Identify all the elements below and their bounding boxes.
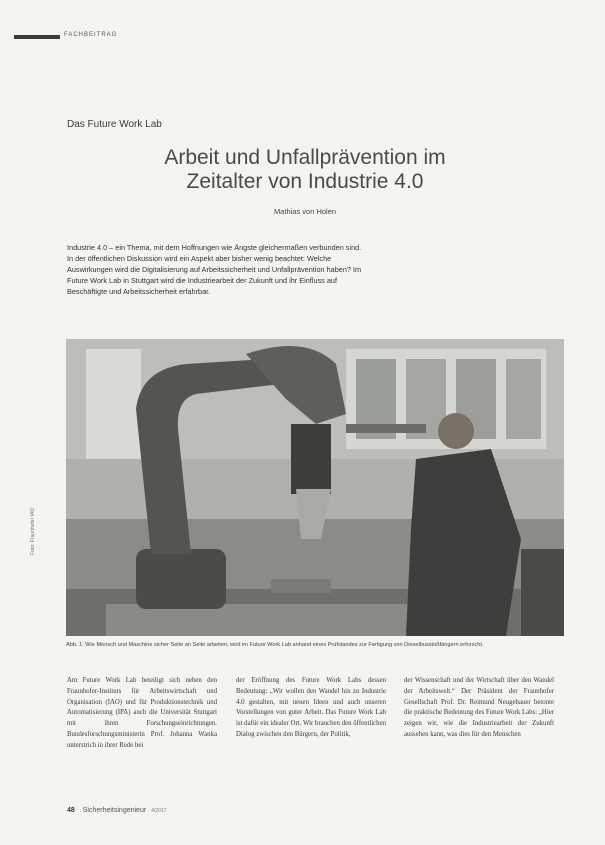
body-column-3: der Wissenschaft und der Wirtschaft über den Wandel der Arbeitswelt.“ Der Präsident der Fraunhofer Gesellschaft Prof. Dr. Reimund Neugebauer betonte die praktische Bedeutung des Future Work Labs: „Hier zeigen wir, wie die Industriearbeit der Zukunft aussehen kann, was dies für den Menschen [404, 677, 554, 738]
photo-credit: Foto: Fraunhofer IAO [30, 507, 36, 555]
section-label: FACHBEITRAG [64, 32, 118, 38]
title-line-1: Arbeit und Unfallprävention im [164, 146, 446, 169]
section-marker-bar [14, 35, 60, 39]
body-column-2: der Eröffnung des Future Work Labs dessen Bedeutung: „Wir wollen den Wandel hin zu Industrie 4.0 gestalten, mit neuen Ideen und auch unseren Vorstellungen von guter Arbeit. Das Future Work Lab ist dafür ein idealer Ort. Wir brauchen den öffentlichen Dialog zwischen den Bürgern, der Politik, [236, 677, 386, 738]
title-line-2: Zeitalter von Industrie 4.0 [186, 170, 424, 193]
issue-number: 4/2017 [151, 808, 167, 814]
magazine-name: Sicherheitsingenieur [82, 807, 147, 814]
robot-lab-photo [66, 339, 564, 636]
article-title [60, 146, 550, 194]
figure-caption: Abb. 1: Wie Mensch und Maschine sicher Seite an Seite arbeiten, wird im Future Work Lab anhand eines Prüfstandes zur Fertigung von Dieselbusstoßfängern erforscht. [66, 642, 484, 648]
author-name: Mathias von Holen [273, 207, 337, 216]
page-footer [67, 807, 166, 814]
body-column-1: Am Future Work Lab beteiligt sich neben den Fraunhofer-Instituts für Arbeitswirtschaft und Organisation (IAO) und für Produktionstechnik und Automatisierung (IPA) auch die Universität Stuttgart mit ihren Forschungseinrichtungen. Bundesforschungsministerin Prof. Johanna Wanka unterstrich in ihrer Rede bei [67, 677, 217, 749]
lead-paragraph: Industrie 4.0 – ein Thema, mit dem Hoffnungen wie Ängste gleichermaßen verbunden sind. In der öffentlichen Diskussion wird ein Aspekt aber bisher wenig beachtet: Welche Auswirkungen wird die Digitalisierung auf Arbeitssicherheit und Unfallprävention haben? Im Future Work Lab in Stuttgart wird die Industriearbeit der Zukunft und ihr Einfluss auf Beschäftigte und Arbeitssicherheit erfahrbar. [67, 243, 362, 296]
page-number: 48 [67, 807, 75, 814]
article-kicker: Das Future Work Lab [67, 119, 162, 130]
